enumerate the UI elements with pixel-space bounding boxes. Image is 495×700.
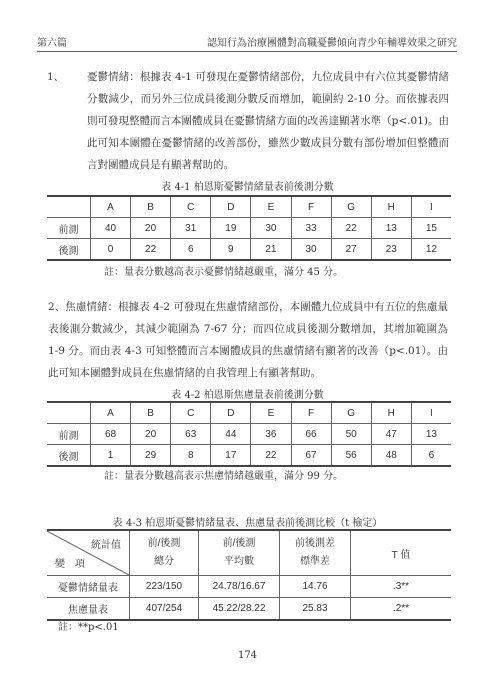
cell: 47 <box>371 424 411 445</box>
corner-bottom-label: 變 項 <box>55 559 85 570</box>
corner-top-label: 統計值 <box>91 540 121 551</box>
table3-note: 註：**p<.01 <box>58 622 119 633</box>
corner-cell <box>47 196 90 218</box>
paragraph-depression <box>47 66 449 176</box>
table-row <box>47 218 451 239</box>
column-header: H <box>371 196 411 218</box>
column-header: H <box>371 402 411 424</box>
cell: 45.22/28.22 <box>199 598 280 620</box>
cell: 50 <box>331 424 371 445</box>
row-label: 後測 <box>47 445 90 467</box>
cell: 1 <box>90 445 130 467</box>
cell: 21 <box>251 239 291 261</box>
cell: 15 <box>411 218 451 239</box>
column-header: F <box>291 402 331 424</box>
column-header: G <box>331 402 371 424</box>
table2-caption: 表 4-2 柏恩斯焦慮量表前後測分數 <box>171 390 324 401</box>
corner-cell <box>47 402 90 424</box>
paragraph-number: 1、 <box>47 71 65 83</box>
column-header: F <box>291 196 331 218</box>
column-header: E <box>251 402 291 424</box>
column-header: A <box>90 196 130 218</box>
table3 <box>47 529 451 621</box>
table1 <box>47 195 451 261</box>
cell: 40 <box>90 218 130 239</box>
cell: 12 <box>411 239 451 261</box>
header-title: 認知行為治療團體對高職憂鬱傾向青少年輔導效果之研究 <box>207 38 457 49</box>
cell: 33 <box>291 218 331 239</box>
cell: 44 <box>211 424 251 445</box>
row-label: 後測 <box>47 239 90 261</box>
cell: 63 <box>171 424 211 445</box>
column-header: I <box>411 402 451 424</box>
header-total: 前/後測 總分 <box>130 530 199 576</box>
cell: 20 <box>131 424 171 445</box>
column-header: I <box>411 196 451 218</box>
header-rule <box>37 51 457 52</box>
column-header: C <box>171 402 211 424</box>
cell: 13 <box>411 424 451 445</box>
header-sd: 前後測差 標準差 <box>280 530 351 576</box>
cell: 31 <box>171 218 211 239</box>
cell: 22 <box>131 239 171 261</box>
table-row <box>47 424 451 445</box>
cell: 6 <box>411 445 451 467</box>
column-header: D <box>211 402 251 424</box>
table1-caption: 表 4-1 柏恩斯憂鬱情緒量表前後測分數 <box>161 182 334 193</box>
cell: 20 <box>131 218 171 239</box>
cell: 0 <box>90 239 130 261</box>
cell: 25.83 <box>280 598 351 620</box>
paragraph-anxiety <box>48 296 448 384</box>
corner-cell <box>47 530 130 576</box>
header-chapter: 第六篇 <box>37 38 67 49</box>
cell: 66 <box>291 424 331 445</box>
cell: 27 <box>331 239 371 261</box>
table-header-row <box>47 402 451 424</box>
table-row <box>47 598 451 620</box>
table3-caption: 表 4-3 柏恩斯憂鬱情緒量表、焦慮量表前後測比較（t 檢定） <box>112 518 383 529</box>
cell: 13 <box>371 218 411 239</box>
cell: 23 <box>371 239 411 261</box>
cell: 22 <box>331 218 371 239</box>
cell: 8 <box>171 445 211 467</box>
table2 <box>47 401 451 467</box>
column-header: G <box>331 196 371 218</box>
cell: 29 <box>131 445 171 467</box>
cell: 30 <box>251 218 291 239</box>
cell: 36 <box>251 424 291 445</box>
row-label: 前測 <box>47 218 90 239</box>
table-row <box>47 445 451 467</box>
table2-note: 註：量表分數越高表示焦慮情緒越嚴重，滿分 99 分。 <box>104 471 344 482</box>
row-label: 焦慮量表 <box>47 598 130 620</box>
cell: 24.78/16.67 <box>199 576 280 598</box>
cell: .3** <box>351 576 452 598</box>
column-header: B <box>131 402 171 424</box>
cell: 19 <box>211 218 251 239</box>
cell: 6 <box>171 239 211 261</box>
cell: 14.76 <box>280 576 351 598</box>
cell: 48 <box>371 445 411 467</box>
table-row <box>47 576 451 598</box>
paragraph-text: 憂鬱情緒：根據表 4-1 可發現在憂鬱情緒部份，九位成員中有六位其憂鬱情緒分數減少，而另外三位成員後測分數反而增加，範圍約 2-10 分。而依據表四則可發現整體而言本團體成員在憂鬱情緒方面的改善達顯著水準（p<.01)。由此可知本團體在憂鬱情緒的改善部份，雖然少數成員分數有部份增加但整體而言對團體成員是有顯著幫助的。 <box>87 71 449 171</box>
cell: 223/150 <box>130 576 199 598</box>
table-header-row <box>47 196 451 218</box>
cell: 56 <box>331 445 371 467</box>
column-header: B <box>131 196 171 218</box>
page-number: 174 <box>237 650 258 661</box>
table-header-row <box>47 530 451 576</box>
header-t-value: T 值 <box>351 530 452 576</box>
cell: .2** <box>351 598 452 620</box>
cell: 30 <box>291 239 331 261</box>
cell: 22 <box>251 445 291 467</box>
table-row <box>47 239 451 261</box>
row-label: 前測 <box>47 424 90 445</box>
column-header: E <box>251 196 291 218</box>
table1-note: 註：量表分數越高表示憂鬱情緒越嚴重，滿分 45 分。 <box>104 267 344 278</box>
column-header: A <box>90 402 130 424</box>
cell: 68 <box>90 424 130 445</box>
cell: 407/254 <box>130 598 199 620</box>
header-mean: 前/後測 平均數 <box>199 530 280 576</box>
column-header: D <box>211 196 251 218</box>
cell: 67 <box>291 445 331 467</box>
cell: 17 <box>211 445 251 467</box>
cell: 9 <box>211 239 251 261</box>
column-header: C <box>171 196 211 218</box>
row-label: 憂鬱情緒量表 <box>47 576 130 598</box>
paragraph-text: 2、焦慮情緒：根據表 4-2 可發現在焦慮情緒部份，本團體九位成員中有五位的焦慮量表後測分數減少，其減少範圍為 7-67 分；而四位成員後測分數增加，其增加範圍為 1-9 分。而由表 4-3 可知整體而言本團體成員的焦慮情緒有顯著的改善（p<.01）。由此可知本團體對成員在焦慮情緒的自我管理上有顯著幫助。 <box>48 301 448 379</box>
